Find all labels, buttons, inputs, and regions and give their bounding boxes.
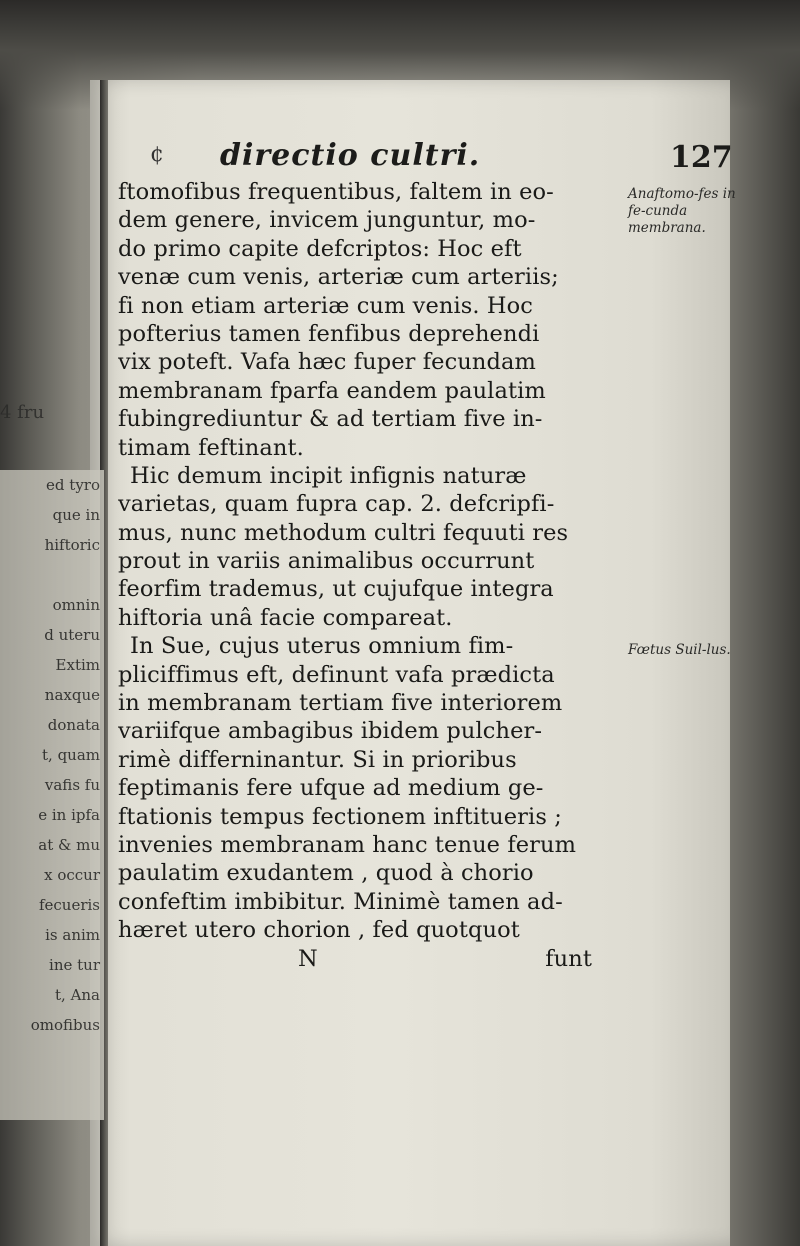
text-line-paragraph-start: Hic demum incipit infignis naturæ [130, 462, 527, 489]
left-fragment: Extim [55, 656, 100, 674]
text-line: hæret utero chorion , fed quotquot [118, 917, 520, 944]
text-line: hiftoria unâ facie compareat. [118, 604, 453, 631]
text-line: varietas, quam fupra cap. 2. defcripfi- [118, 491, 555, 518]
main-text-block [118, 178, 598, 973]
left-fragment: ine tur [49, 956, 100, 974]
previous-page-edge [0, 402, 104, 1120]
signature-line [118, 945, 598, 973]
text-line: rimè differninantur. Si in prioribus [118, 746, 517, 773]
text-line: vix poteft. Vafa hæc fuper fecundam [118, 349, 536, 376]
left-fragment: is anim [45, 926, 100, 944]
text-line: feorfim trademus, ut cujufque integra [118, 576, 554, 603]
text-line: dem genere, invicem junguntur, mo- [118, 207, 536, 234]
catchword: funt [545, 945, 592, 972]
left-fragment: omofibus [30, 1016, 100, 1034]
text-line: in membranam tertiam five interiorem [118, 690, 563, 717]
text-line: prout in variis animalibus occurrunt [118, 548, 535, 575]
left-fragment: omnin [52, 596, 100, 614]
left-fragment: ed tyro [46, 476, 100, 494]
text-line: pofterius tamen fenfibus deprehendi [118, 320, 540, 347]
text-line: confeftim imbibitur. Minimè tamen ad- [118, 888, 563, 915]
text-line: do primo capite defcriptos: Hoc eft [118, 235, 522, 262]
margin-note: Fœtus Suil-lus. [628, 642, 731, 658]
signature-mark: N [298, 945, 318, 972]
left-fragment: fecueris [38, 896, 100, 914]
running-title: directio cultri. [220, 138, 481, 173]
text-line: feptimanis fere ufque ad medium ge- [118, 775, 544, 802]
left-fragment [0, 560, 104, 590]
text-line: invenies membranam hanc tenue ferum [118, 831, 577, 858]
text-line: ftomofibus frequentibus, faltem in eo- [118, 179, 554, 205]
text-line: pliciffimus eft, definunt vafa prædicta [118, 661, 555, 688]
left-fragment: hiftoric [44, 536, 100, 554]
page-number: 127 [670, 140, 733, 175]
header-mark: ¢ [150, 142, 164, 167]
left-fragment: que in [52, 506, 100, 524]
margin-note: Anaftomo-fes in fe-cunda membrana. [628, 186, 736, 236]
left-fragment: donata [47, 716, 100, 734]
left-fragment: d uteru [44, 626, 100, 644]
text-line: membranam fparfa eandem paulatim [118, 377, 546, 404]
text-line: timam feftinant. [118, 434, 304, 461]
left-fragment: t, quam [42, 746, 100, 764]
left-fragment: naxque [44, 686, 100, 704]
text-line-paragraph-start: In Sue, cujus uterus omnium fim- [130, 633, 514, 660]
running-header [150, 138, 750, 178]
left-fragment: vafis fu [44, 776, 100, 794]
text-line: fi non etiam arteriæ cum venis. Hoc [118, 292, 534, 319]
text-line: ftationis tempus fectionem inftitueris ; [118, 803, 562, 830]
left-fragment: e in ipfa [38, 806, 100, 824]
text-line: fubingrediuntur & ad tertiam five in- [118, 406, 543, 433]
text-line: venæ cum venis, arteriæ cum arteriis; [118, 264, 559, 291]
text-line: mus, nunc methodum cultri fequuti res [118, 519, 569, 546]
left-margin-fragment: 4 fru [0, 402, 45, 423]
text-line: variifque ambagibus ibidem pulcher- [118, 718, 543, 745]
left-fragment: at & mu [38, 836, 100, 854]
text-line: paulatim exudantem , quod à chorio [118, 860, 534, 887]
left-fragment: t, Ana [55, 986, 100, 1004]
left-fragment: x occur [44, 866, 100, 884]
